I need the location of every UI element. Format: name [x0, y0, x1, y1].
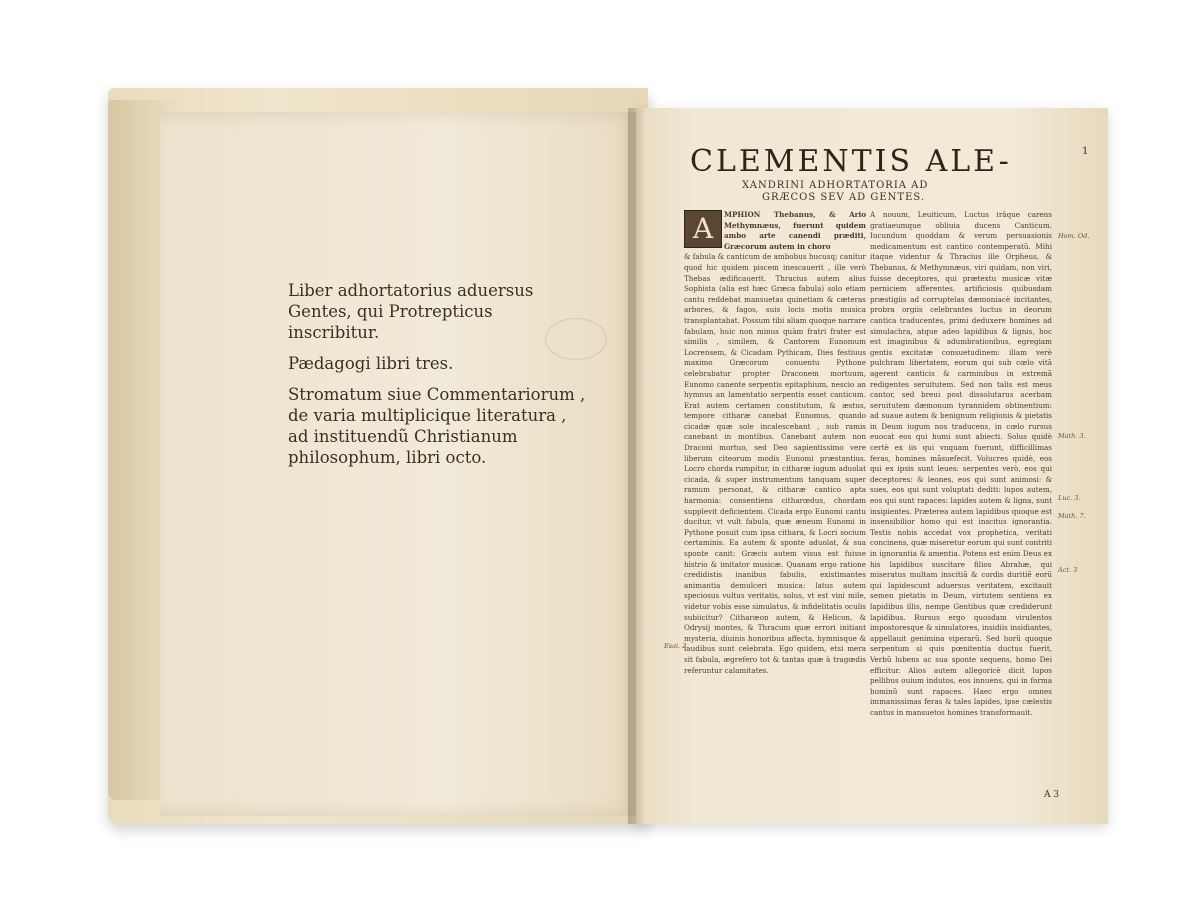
text-column-left [684, 210, 866, 770]
signature-mark: A 3 [1044, 790, 1060, 800]
decorated-initial: A [684, 210, 722, 248]
column-lead: MPHION Thebanus, & Ario Methymnæus, fuerunt quidem ambo arte canendi præditi, Græcorum autem in choro [724, 210, 866, 251]
left-page-title-block [288, 280, 588, 478]
text-column-right [870, 210, 1052, 770]
right-page-heading: CLEMENTIS ALE- [690, 144, 1012, 179]
column-left-body: & fabula & canticum de ambobus hucusq; canitur quod hic quidem piscem inescauerit , ille verò Thebas ædificauerit. Thracius autem alius Sophista (alia est hæc Græca fabula) solo etiam cantu reddebat mansuetas quinetiam & cæteras arbores, & fagos, suis locis motis musica transplantabat. Possum tibi aliam quoque narrare fabulam, huic non minus quàm fratri frater est similis , similem, & Cantorem Eunomum Locrensem, & Cicadam Pythicam, Dies festiuus maximo Græcorum conuentu Pythone celebrabatur propter Draconem mortuum, Eunomo canente serpentis epitaphium, nescio an hymnus an lamentatio serpentis esset canticum. Erat autem certamen constitutum, & æstus, tempore citharæ canebat Eunomus, quando cicadæ quæ sole incalescebant , sub ramis canebant in montibus. Canebant autem non Draconi mortuo, sed Deo sapientissimo vere liberum citeorum modis Eunomi præstantius. Locro chorda rumpitur, in citharæ iugum aduolat cicada, & super instrumentum tanquam super ramum personat, & citharæ cantico apta harmonia: consentiens citharœdus, chordam supplevit deficientem. Cicada ergo Eunomi cantu ducitur, vt vult fabula, quæ æneum Eunomi in Pythone posuit cum ipsa cithara, & Locri socium certaminis. Ea autem & sponte aduolat, & sua sponte canit: Græcis autem visus est fuisse histrio & imitator musicæ. Quanam ergo ratione credidistis inanibus fabulis, existimantes animantia demulceri musica: latus autem speciosus vultus veritatis, solus, vt est vini mile, videtur vobis esse simulatus, & infidelitatis oculis subiicitur? Citharæon autem, & Helicon, & Odrysij montes, & Thracum quæ errori initiant mysteria, diuinis honoribus affecta, hymnisque & laudibus sunt celebrata. Ego quidem, etsi mera sit fabula, ægrefero tot & tantas quæ à tragœdis referuntur calamitates. [684, 252, 866, 675]
book-gutter [628, 108, 644, 824]
right-page-subheading [742, 180, 1042, 204]
title-line-3: Stromatum siue Commentariorum , de varia multiplicique literatura , ad instituendũ Christianum philosophum, libri octo. [288, 385, 586, 467]
marginal-note: Esai. 2. [664, 642, 689, 650]
title-line-1: Liber adhortatorius aduersus Gentes, qui Protrepticus inscribitur. [288, 281, 534, 342]
subheading-line-2: GRÆCOS SEV AD GENTES. [762, 192, 926, 203]
marginal-note: Math. 3. [1058, 432, 1086, 440]
column-right-body: A nouum, Leuiticum, Luctus irâque carens gratiaeumque obliuia ducens Canticum. Iucundum quoddam & verum persuasionis medicamentum est cantico contemperatũ. Mihi itaque videntur & Thracius ille Orpheus, & Thebanus, & Methymnæus, viri quidam, non viri, fuisse deceptores, qui prætextu musicæ vitæ perniciem afferentes, artificiosis quibusdam præstigiis ad corruptelas dæmoniacè incitantes, probra orgiis celebrantes luctus in deorum cantica traducentes, primi deduxere homines ad simulachra, atque adeo lapidibus & lignis, hoc est imaginibus & adumbrationibus, egregiam gentis excitatæ consuetudinem: illam verè pulchram libertatem, eorum qui sub cœlo vitã agerent canticis & carminibus in extremã redigentes seruitutem. Sed non talis est meus cantor, sed breui post dissolutarus acerbam seruitutem dæmonum tyrannidem obtinentium: ad suaue autem & benignum religionis & pietatis in Deum iugum nos traducens, in cœlo rursus euocat eos qui humi sunt abiecti. Solus quidè certè ex iis qui vnquam fuerunt, difficillimas feras, homines mãsuefecit. Volucres quidè, eos qui ex ipsis sunt leues: serpentes verò, eos qui deceptores: & leones, eos qui sunt animosi: & sues, eos qui sunt voluptati dediti: lupos autem, eos qui sunt rapaces: lapides autem & ligna, sunt insipientes. Præterea autem lapidibus quoque est insensibilior homo qui est inscitus ignorantia. Testis nobis accedat vox prophetica, veritati concinens, quæ miseretur eorum qui sunt contriti in ignorantia & amentia. Potens est enim Deus ex his lapidibus suscitare filios Abrahæ, qui miseratus multam inscitiã & cordis duritiẽ eorũ qui lapidescunt aduersus veritatem, excitauit semen pietatis in Deum, virtutem sentiens ex lapidibus illis, nempe Gentibus quæ crediderunt lapidibus. Rursus ergo quosdam virulentos impostoresque & simulatores, insidiis insidiantes, appellauit genimina viperarũ. Sed horũ quoque serpentum si quis pœnitentia ductus fuerit, Verbũ lubens ac sua sponte sequens, homo Dei efficitur. Alios autem allegoricè dicit lupos pellibus ouium indutos, eos innuens, qui in forma hominũ sunt rapaces. Haec ergo omnes immanissimas feras & tales lapides, ipse cælestis cantus in mansuetos homines transformauit. [870, 210, 1052, 717]
marginal-note: Luc. 3. [1058, 494, 1081, 502]
title-line-2: Pædagogi libri tres. [288, 354, 454, 373]
marginal-note: Act. 3 [1058, 566, 1078, 574]
marginal-note: Hom. Od. [1058, 232, 1090, 240]
page-number: 1 [1082, 146, 1089, 157]
subheading-line-1: XANDRINI ADHORTATORIA AD [742, 180, 929, 191]
marginal-note: Math. 7. [1058, 512, 1086, 520]
